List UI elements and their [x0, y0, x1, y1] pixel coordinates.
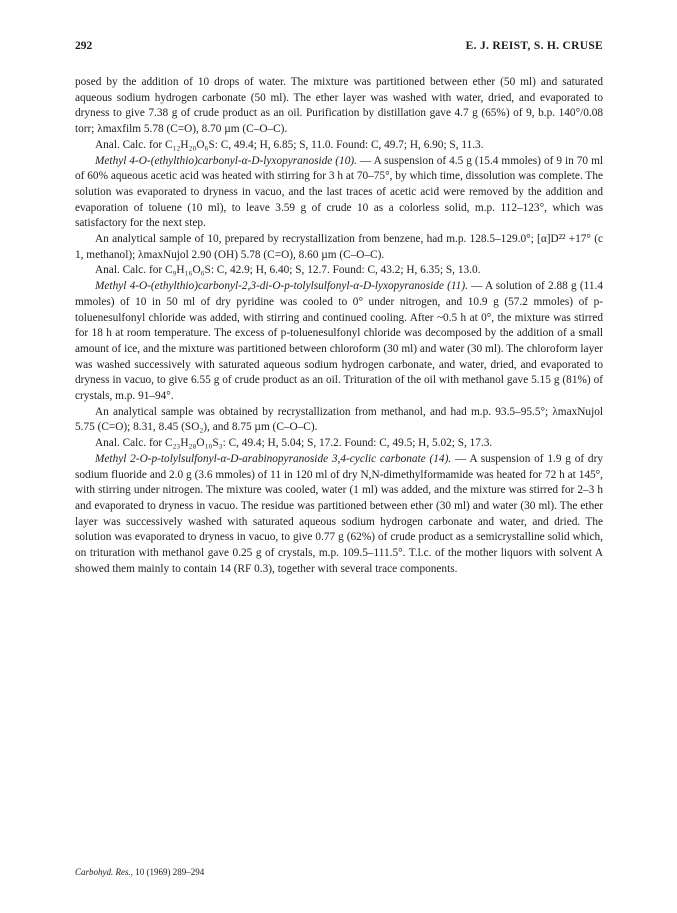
compound-14-heading: Methyl 2-O-p-tolylsulfonyl-α-D-arabinopyranoside 3,4-cyclic carbonate (14).	[95, 452, 452, 465]
journal-name: Carbohyd. Res.,	[75, 867, 133, 877]
procedure-11-text: — A solution of 2.88 g (11.4 mmoles) of 10 in 50 ml of dry pyridine was cooled to 0° under nitrogen, and 10.9 g (57.2 mmoles) of p-toluenesulfonyl chloride was added, with stirring and continued cooling. After ~0.5 h at 0°, the mixture was stirred for 18 h at room temperature. The excess of p-toluenesulfonyl chloride was decomposed by the addition of a small amount of ice, and the mixture was partitioned between chloroform (30 ml) and water (30 ml). The chloroform layer was washed successively with saturated aqueous sodium hydrogen carbonate, and water, dried, and evaporated to dryness in vacuo, to give 6.55 g of crude product as an oil. Trituration of the oil with methanol gave 5.15 g (81%) of crystals, m.p. 91–94°.	[75, 280, 604, 403]
page-number: 292	[75, 40, 93, 52]
procedure-11	[75, 279, 603, 405]
compound-11-heading: Methyl 4-O-(ethylthio)carbonyl-2,3-di-O-p-tolylsulfonyl-α-D-lyxopyranoside (11).	[95, 280, 468, 293]
analysis-10: Anal. Calc. for C₉H₁₆O₆S: C, 42.9; H, 6.40; S, 12.7. Found: C, 43.2; H, 6.35; S, 13.0.	[95, 264, 481, 277]
analysis-9: Anal. Calc. for C₁₂H₂₀O₆S: C, 49.4; H, 6.85; S, 11.0. Found: C, 49.7; H, 6.90; S, 11.3.	[95, 138, 484, 151]
analysis-11: Anal. Calc. for C₂₃H₂₈O₁₀S₃: C, 49.4; H, 5.04; S, 17.2. Found: C, 49.5; H, 5.02; S, 17.3.	[95, 437, 493, 450]
paragraph-continued: posed by the addition of 10 drops of water. The mixture was partitioned between ether (50 ml) and saturated aqueous sodium hydrogen carbonate (50 ml). The ether layer was washed with water, dried, and evaporated to dryness to give 7.38 g of crude product as an oil. Purification by distillation gave 4.7 g (65%) of 9, b.p. 140°/0.08 torr; λmaxfilm 5.78 (C=O), 8.70 µm (C–O–C).	[75, 76, 603, 136]
article-body	[75, 75, 603, 578]
compound-10-heading: Methyl 4-O-(ethylthio)carbonyl-α-D-lyxopyranoside (10).	[95, 154, 357, 167]
journal-volume: 10 (1969) 289–294	[135, 867, 205, 877]
running-header	[75, 40, 603, 58]
analytical-sample-10: An analytical sample of 10, prepared by recrystallization from benzene, had m.p. 128.5–129.0°; [α]D²² +17° (c 1, methanol); λmaxNujol 2.90 (OH) 5.78 (C=O), 8.60 µm (C–O–C).	[75, 233, 603, 261]
journal-footer	[75, 867, 204, 877]
running-authors: E. J. REIST, S. H. CRUSE	[465, 40, 603, 52]
procedure-14-text: — A suspension of 1.9 g of dry sodium fluoride and 2.0 g (3.6 mmoles) of 11 in 120 ml of dry N,N-dimethylformamide was heated for 72 h at 145°, with stirring under nitrogen. The mixture was cooled, water (1 ml) was added, and the mixture was stirred for 2–3 h and evaporated to dryness in vacuo. The residue was partitioned between ether (30 ml) and water (30 ml). The ether layer was successively washed with saturated aqueous sodium hydrogen carbonate and water, and dried. The solution was evaporated to dryness in vacuo, to give 0.77 g (62%) of crude product as a semicrystalline solid which, on trituration with methanol gave 0.25 g of crystals, m.p. 109.5–111.5°. T.l.c. of the mother liquors with solvent A showed them mainly to contain 14 (RF 0.3), together with several trace components.	[75, 452, 603, 575]
procedure-10-text: — A suspension of 4.5 g (15.4 mmoles) of 9 in 70 ml of 60% aqueous acetic acid was heated with stirring for 3 h at 70–75°, by which time, dissolution was complete. The solution was evaporated to dryness in vacuo, and the last traces of acetic acid were removed by the addition and evaporation of toluene (10 ml), to leave 3.59 g of crude 10 as a colorless solid, m.p. 112–123°, which was satisfactory for the next step.	[75, 154, 603, 230]
procedure-10	[75, 154, 603, 233]
procedure-14	[75, 452, 603, 578]
analytical-sample-11: An analytical sample was obtained by recrystallization from methanol, and had m.p. 93.5–95.5°; λmaxNujol 5.75 (C=O); 8.31, 8.45 (SO₂), and 8.75 µm (C–O–C).	[75, 405, 603, 434]
